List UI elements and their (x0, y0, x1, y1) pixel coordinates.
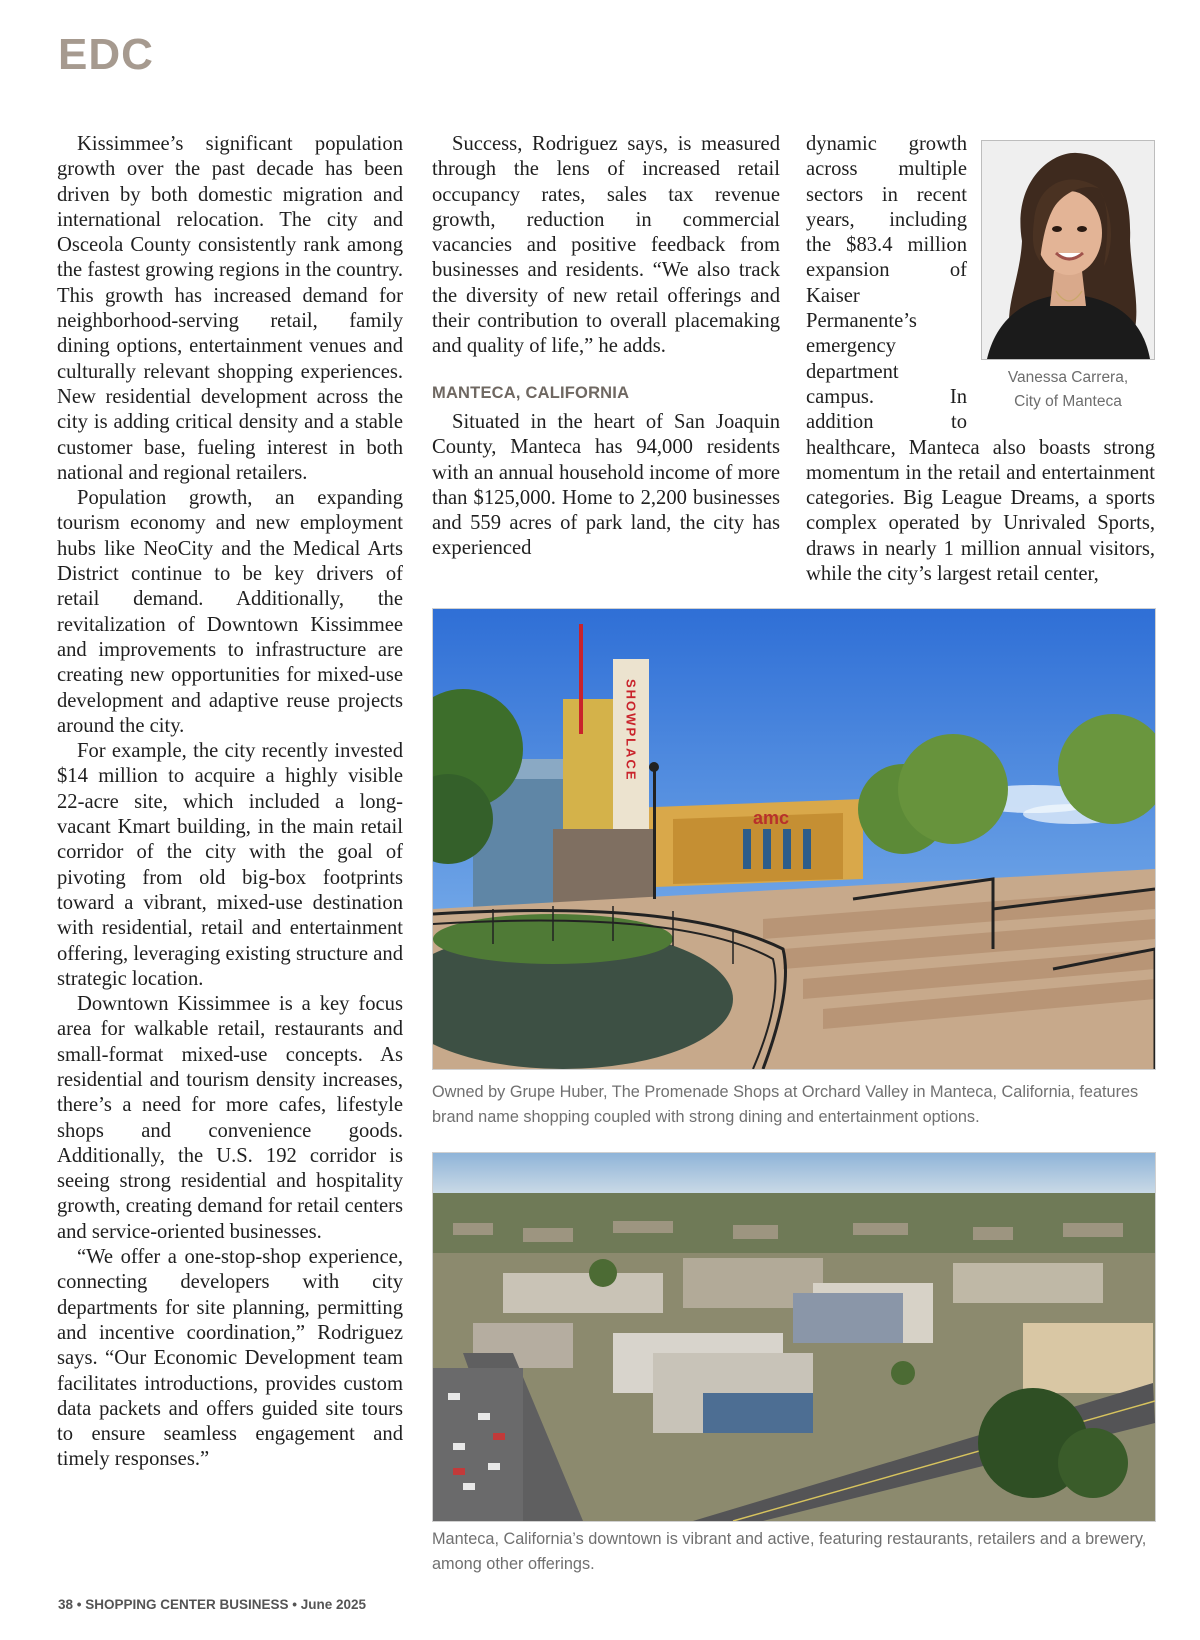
body-paragraph: Downtown Kissimmee is a key focus area for walkable retail, restaurants and small-format mixed-use concepts. As residential and tourism density increases, there’s a need for more cafes, lifestyle shops and convenience goods. Additionally, the U.S. 192 corridor is seeing strong residential and hospitality growth, creating demand for retail centers and service-oriented businesses. (57, 993, 403, 1243)
article-column-2 (432, 132, 780, 562)
body-paragraph: Situated in the heart of San Joaquin County, Manteca has 94,000 residents with an annual household income of more than $125,000. Home to 2,200 businesses and 559 acres of park land, the city has experienced (432, 410, 780, 560)
showplace-marquee: SHOWPLACE (623, 679, 639, 782)
photo-caption-2: Manteca, California’s downtown is vibrant and active, featuring restaurants, retailers and a brewery, among other offerings. (432, 1530, 1147, 1573)
section-subhead: MANTECA, CALIFORNIA (432, 383, 630, 402)
amc-sign: amc (753, 808, 790, 828)
portrait-caption (981, 366, 1155, 414)
body-paragraph: dynamic growth across multiple sectors in recent years, including the $83.4 million expansion of Kaiser Permanente’s emergency department campus. In addition to healthcare, Manteca also boasts strong momentum in the retail and entertainment categories. Big League Dreams, a sports complex operated by Unrivaled Sports, draws in nearly 1 million annual visitors, while the city’s largest retail center, (806, 133, 1155, 586)
downtown-aerial-photo (432, 1152, 1156, 1522)
page-footer: 38 • SHOPPING CENTER BUSINESS • June 2025 (58, 1597, 367, 1612)
promenade-shops-photo (432, 608, 1156, 1070)
body-paragraph: Success, Rodriguez says, is measured through the lens of increased retail occupancy rates, sales tax revenue growth, reduction in commercial vacancies and positive feedback from businesses and residents. “We also track the diversity of new retail offerings and their contribution to overall placemaking and quality of life,” he adds. (432, 133, 780, 358)
portrait-caption-title: City of Manteca (1014, 393, 1122, 410)
body-paragraph: Population growth, an expanding tourism economy and new employment hubs like NeoCity and the Medical Arts District continue to be key drivers of retail demand. Additionally, the revitalization of Downtown Kissimmee and improvements to infrastructure are creating new opportunities for mixed-use development and adaptive reuse projects around the city. (57, 487, 403, 737)
portrait-photo (981, 140, 1155, 360)
body-paragraph: For example, the city recently invested $14 million to acquire a highly visible 22-acre site, which included a long-vacant Kmart building, in the main retail corridor of the city with the goal of pivoting from old big-box footprints toward a vibrant, mixed-use destination with residential, retail and entertainment offering, leveraging existing structure and strategic location. (57, 740, 403, 990)
portrait-figure (981, 140, 1155, 414)
photo-caption-1: Owned by Grupe Huber, The Promenade Shops at Orchard Valley in Manteca, California, features brand name shopping coupled with strong dining and entertainment options. (432, 1083, 1139, 1126)
body-paragraph: “We offer a one-stop-shop experience, connecting developers with city departments for site planning, permitting and incentive coordination,” Rodriguez says. “Our Economic Development team facilitates introductions, provides custom data packets and offers guided site tours to ensure seamless engagement and timely responses.” (57, 1246, 403, 1471)
portrait-caption-name: Vanessa Carrera, (1007, 369, 1129, 386)
article-column-1 (57, 132, 403, 1473)
section-label: EDC (58, 30, 154, 79)
body-paragraph: Kissimmee’s significant population growth over the past decade has been driven by both domestic migration and international relocation. The city and Osceola County consistently rank among the fastest growing regions in the country. This growth has increased demand for neighborhood-serving retail, family dining options, entertainment venues and culturally relevant shopping experiences. New residential development across the city is adding critical density and a stable customer base, fueling interest in both national and regional retailers. (57, 133, 403, 484)
article-column-3 (806, 132, 1155, 587)
